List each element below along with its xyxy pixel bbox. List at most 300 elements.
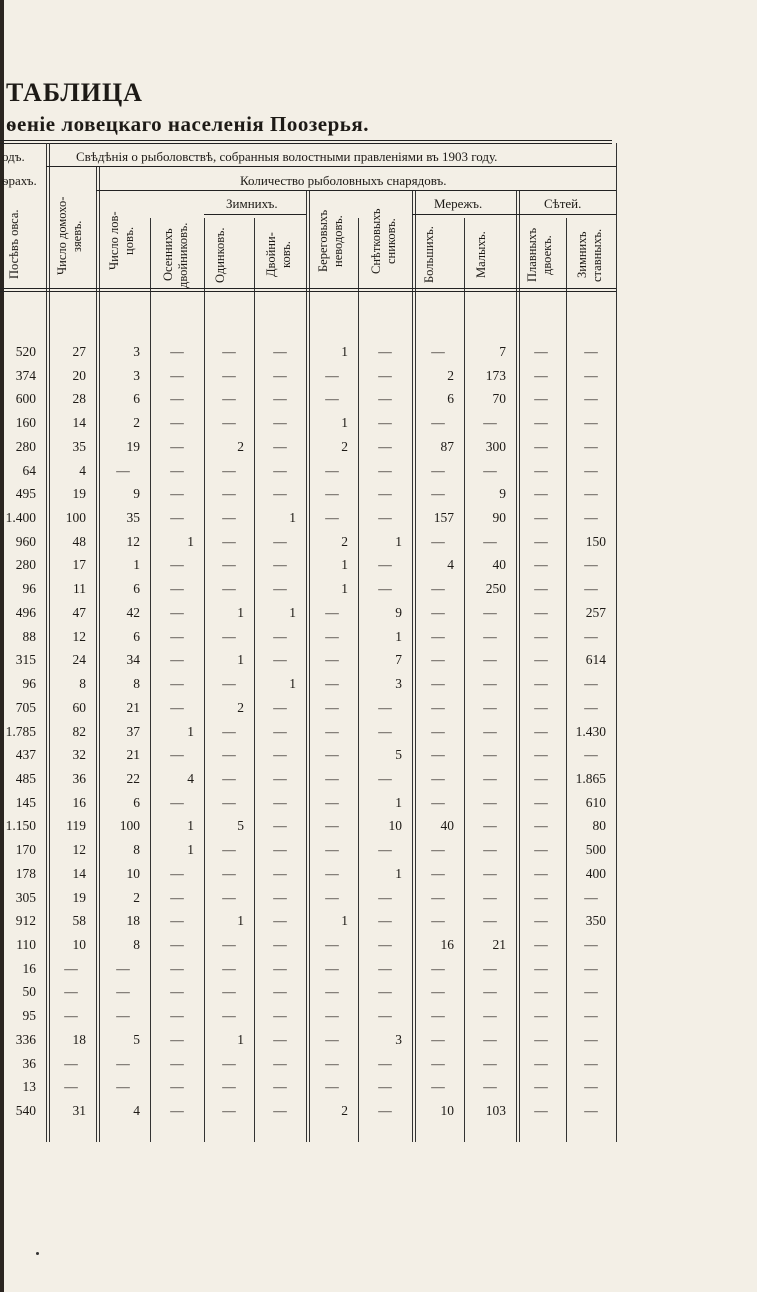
table-cell: — [64,1008,78,1024]
table-cell: 70 [492,391,506,407]
table-cell: 1 [341,913,348,929]
table-cell: 2 [237,699,244,715]
table-cell: — [584,486,598,502]
table-cell: — [170,865,184,881]
table-cell: — [222,747,236,763]
table-cell: — [170,1008,184,1024]
table-cell: 170 [15,842,36,858]
table-cell: — [116,1008,130,1024]
table-cell: — [273,699,287,715]
table-cell: — [584,1079,598,1095]
table-cell: 20 [72,367,86,383]
page-binding-edge [0,0,4,1292]
table-cell: 42 [126,604,140,620]
table-cell: — [273,581,287,597]
table-cell: — [584,367,598,383]
table-cell: — [222,533,236,549]
table-cell: 1 [237,1031,244,1047]
table-cell: 540 [15,1103,36,1119]
table-cell: — [170,367,184,383]
table-cell: — [483,652,497,668]
table-cell: 500 [585,842,606,858]
table-cell: — [534,1103,548,1119]
table-cell: 100 [65,510,86,526]
table-cell: — [222,486,236,502]
table-cell: — [273,984,287,1000]
table-cell: — [378,1103,392,1119]
table-cell: 28 [72,391,86,407]
table-cell: — [534,865,548,881]
table-cell: — [378,723,392,739]
table-cell: — [431,794,445,810]
table-cell: 305 [15,889,36,905]
table-cell: 2 [341,533,348,549]
table-cell: — [483,889,497,905]
table-cell: 1 [341,581,348,597]
table-cell: 7 [499,344,506,359]
table-cell: 18 [72,1031,86,1047]
table-cell: — [584,1008,598,1024]
table-cell: — [222,960,236,976]
table-cell: — [273,723,287,739]
table-cell: — [431,842,445,858]
table-cell: — [170,557,184,573]
table-cell: 280 [15,557,36,573]
table-cell: — [584,1055,598,1071]
table-cell: 2 [237,438,244,454]
table-cell: 9 [499,486,506,502]
table-cell: 19 [72,889,86,905]
table-cell: 178 [15,865,36,881]
table-cell: 6 [133,628,140,644]
table-cell: — [273,344,287,359]
table-cell: — [222,415,236,431]
table-cell: — [325,1055,339,1071]
table-cell: 1 [395,794,402,810]
table-cell: — [222,794,236,810]
table-cell: 2 [341,438,348,454]
table-cell: — [325,628,339,644]
table-cell: 157 [433,510,454,526]
table-cell: 520 [15,344,36,359]
table-cell: — [222,865,236,881]
header-bottom-rule-double [0,291,616,292]
table-cell: — [170,960,184,976]
table-cell: — [534,628,548,644]
column-header-9: Малыхъ. [474,231,488,279]
table-cell: — [273,486,287,502]
table-cell: 10 [440,1103,454,1119]
column-header-1: Число домохо- зяевъ. [55,196,84,276]
table-cell: — [534,818,548,834]
table-cell: — [378,699,392,715]
table-cell: — [534,1031,548,1047]
column-header-6: Береговыхъ неводовъ. [316,209,345,273]
table-cell: — [116,1079,130,1095]
column-header-11: Зимнихъ ставныхъ. [575,228,604,282]
table-cell: 110 [16,937,36,952]
table-cell: — [534,557,548,573]
table-cell: — [222,1079,236,1095]
table-cell: — [378,960,392,976]
table-cell: — [273,415,287,431]
table-cell: — [534,842,548,858]
table-cell: — [325,510,339,526]
table-cell: 58 [72,913,86,929]
table-cell: — [431,1079,445,1095]
setey-rule [516,214,616,215]
table-cell: 16 [440,937,454,952]
table-cell: — [431,960,445,976]
header-group-tools: Количество рыболовныхъ снарядовъ. [240,173,447,188]
table-cell: 1 [237,652,244,668]
table-cell: — [116,960,130,976]
table-cell: — [273,960,287,976]
table-cell: — [431,415,445,431]
column-header-0: Посѣвъ овса. [7,209,21,279]
table-cell: — [325,794,339,810]
table-cell: 2 [447,367,454,383]
header-left-mid: ѳрахъ. [2,173,37,188]
table-cell: — [273,842,287,858]
table-cell: 14 [72,865,86,881]
table-cell: 400 [585,865,606,881]
table-cell: — [584,1103,598,1119]
table-cell: — [273,1008,287,1024]
table-cell: — [483,770,497,786]
table-cell: — [222,842,236,858]
table-cell: — [483,415,497,431]
table-cell: 32 [72,747,86,763]
table-cell: — [222,770,236,786]
table-cell: — [222,510,236,526]
table-cell: — [584,510,598,526]
table-cell: — [222,937,236,952]
top-rule [0,140,612,141]
table-cell: — [534,391,548,407]
table-cell: — [116,1055,130,1071]
table-cell: 90 [492,510,506,526]
table-cell: — [534,676,548,692]
table-cell: — [325,889,339,905]
table-cell: 82 [72,723,86,739]
table-cell: — [273,533,287,549]
table-cell: 250 [485,581,506,597]
table-cell: — [534,415,548,431]
table-cell: — [584,747,598,763]
table-cell: 95 [22,1008,36,1024]
table-cell: 1.865 [575,770,606,786]
table-cell: — [483,1079,497,1095]
table-cell: — [378,462,392,478]
table-cell: — [378,344,392,359]
table-cell: — [325,984,339,1000]
table-cell: — [431,676,445,692]
table-cell: — [170,913,184,929]
table-cell: — [325,842,339,858]
table-cell: — [170,699,184,715]
table-cell: — [273,889,287,905]
column-header-3: Осеннихъ двойниковъ. [161,222,190,288]
table-cell: 1 [187,842,194,858]
table-cell: — [584,699,598,715]
table-cell: — [431,344,445,359]
table-cell: — [170,747,184,763]
table-cell: — [378,486,392,502]
table-cell: 3 [395,1031,402,1047]
table-cell: 35 [126,510,140,526]
column-header-5: Двойни- ковъ. [264,232,293,278]
table-cell: — [222,1103,236,1119]
table-cell: — [273,1079,287,1095]
table-cell: — [378,1079,392,1095]
table-cell: — [378,1008,392,1024]
table-cell: 4 [447,557,454,573]
table-cell: 34 [126,652,140,668]
table-cell: — [378,984,392,1000]
table-cell: — [378,391,392,407]
table-cell: 1 [237,604,244,620]
table-cell: — [170,391,184,407]
table-cell: 18 [126,913,140,929]
table-cell: 12 [72,842,86,858]
table-cell: — [170,486,184,502]
table-cell: — [378,842,392,858]
table-cell: 96 [22,676,36,692]
table-cell: 145 [15,794,36,810]
table-cell: — [273,628,287,644]
table-cell: — [431,747,445,763]
table-cell: 8 [133,842,140,858]
table-cell: — [431,604,445,620]
table-cell: — [325,462,339,478]
table-cell: 1.400 [5,510,36,526]
table-cell: 496 [15,604,36,620]
table-cell: 10 [388,818,402,834]
table-cell: — [378,581,392,597]
header-group-zimnikh: Зимнихъ. [226,196,278,211]
table-cell: 610 [585,794,606,810]
table-cell: — [170,889,184,905]
table-cell: 36 [72,770,86,786]
table-cell: — [584,391,598,407]
table-cell: — [584,676,598,692]
table-cell: 47 [72,604,86,620]
column-header-10: Плавныхъ двоекъ. [525,227,554,283]
column-header-4: Одинковъ. [213,227,227,283]
table-cell: — [273,794,287,810]
table-cell: — [378,770,392,786]
table-cell: — [273,391,287,407]
table-cell: 6 [133,391,140,407]
table-cell: — [325,747,339,763]
table-cell: 5 [395,747,402,763]
table-cell: 6 [447,391,454,407]
column-header-8: Большихъ. [422,226,436,284]
table-cell: — [534,604,548,620]
table-cell: — [534,913,548,929]
table-cell: — [483,842,497,858]
table-cell: 8 [133,937,140,952]
table-cell: 19 [126,438,140,454]
table-cell: 36 [22,1055,36,1071]
table-cell: — [273,818,287,834]
table-cell: — [222,344,236,359]
table-cell: — [483,1031,497,1047]
table-cell: — [431,486,445,502]
table-cell: 912 [15,913,36,929]
table-cell: 35 [72,438,86,454]
table-cell: — [483,913,497,929]
table-cell: — [431,1055,445,1071]
table-cell: — [325,937,339,952]
table-cell: — [378,438,392,454]
table-cell: 22 [126,770,140,786]
table-cell: — [483,699,497,715]
table-cell: — [64,960,78,976]
table-cell: 1 [187,533,194,549]
table-cell: 614 [585,652,606,668]
table-cell: — [584,344,598,359]
table-cell: — [378,913,392,929]
table-cell: 14 [72,415,86,431]
table-cell: — [431,652,445,668]
table-cell: 374 [15,367,36,383]
table-cell: 64 [22,462,36,478]
table-cell: 60 [72,699,86,715]
table-cell: — [584,960,598,976]
table-cell: — [222,984,236,1000]
table-cell: — [64,1055,78,1071]
table-cell: — [170,415,184,431]
table-cell: 350 [585,913,606,929]
table-cell: 16 [22,960,36,976]
table-cell: 13 [22,1079,36,1095]
table-cell: — [222,723,236,739]
table-cell: — [431,913,445,929]
table-cell: 1 [341,344,348,359]
table-cell: 5 [237,818,244,834]
table-cell: — [170,984,184,1000]
table-cell: — [325,367,339,383]
table-cell: — [170,581,184,597]
header-left-top: одъ. [2,149,25,164]
table-cell: — [273,438,287,454]
table-cell: — [534,533,548,549]
table-cell: — [325,391,339,407]
table-cell: — [534,438,548,454]
table-cell: 21 [492,937,506,952]
table-cell: — [325,1008,339,1024]
table-cell: 37 [126,723,140,739]
table-cell: — [534,344,548,359]
table-cell: — [431,462,445,478]
table-cell: 48 [72,533,86,549]
table-cell: — [273,770,287,786]
table-cell: — [170,794,184,810]
table-cell: — [431,699,445,715]
table-cell: 300 [485,438,506,454]
table-cell: — [534,510,548,526]
table-cell: — [483,723,497,739]
table-cell: — [483,1055,497,1071]
table-cell: — [170,652,184,668]
column-rule [616,143,617,1142]
table-cell: 960 [15,533,36,549]
table-cell: — [222,889,236,905]
table-cell: — [222,676,236,692]
table-cell: — [325,486,339,502]
table-cell: — [170,344,184,359]
table-cell: — [483,676,497,692]
page-speck [36,1252,39,1255]
table-cell: 3 [133,367,140,383]
table-cell: 1.150 [5,818,36,834]
table-cell: 80 [592,818,606,834]
table-cell: — [483,533,497,549]
table-cell: — [170,1031,184,1047]
table-cell: 1 [395,865,402,881]
table-cell: 1 [187,818,194,834]
table-cell: — [222,391,236,407]
table-cell: — [378,367,392,383]
column-header-7: Снѣтковыхъ сниковъ. [369,208,398,274]
table-cell: — [273,652,287,668]
table-cell: 437 [15,747,36,763]
table-cell: — [273,913,287,929]
table-cell: — [273,747,287,763]
table-cell: — [325,699,339,715]
table-cell: — [534,462,548,478]
table-cell: — [483,628,497,644]
column-header-2: Число лов- цовъ. [107,211,136,271]
table-cell: 1 [237,913,244,929]
table-cell: — [325,1031,339,1047]
table-cell: — [170,1079,184,1095]
merezh-rule [412,214,516,215]
table-cell: — [534,367,548,383]
table-cell: 10 [72,937,86,952]
table-cell: 10 [126,865,140,881]
table-cell: 495 [15,486,36,502]
table-cell: — [170,510,184,526]
table-cell: — [483,865,497,881]
table-cell: — [431,723,445,739]
table-subtitle: ѳеніе ловецкаго населенія Поозерья. [6,112,370,136]
table-cell: 2 [341,1103,348,1119]
table-cell: — [431,865,445,881]
table-cell: — [534,770,548,786]
table-cell: — [273,462,287,478]
table-cell: 12 [72,628,86,644]
table-cell: 600 [15,391,36,407]
table-cell: 103 [485,1103,506,1119]
table-cell: 4 [133,1103,140,1119]
table-cell: — [325,652,339,668]
table-cell: — [170,1055,184,1071]
table-cell: — [483,960,497,976]
table-cell: 7 [395,652,402,668]
table-cell: — [325,604,339,620]
table-cell: — [431,581,445,597]
table-cell: — [273,865,287,881]
table-cell: — [64,984,78,1000]
table-cell: 88 [22,628,36,644]
table-cell: — [222,557,236,573]
table-cell: 100 [119,818,140,834]
table-cell: — [64,1079,78,1095]
table-cell: — [534,652,548,668]
